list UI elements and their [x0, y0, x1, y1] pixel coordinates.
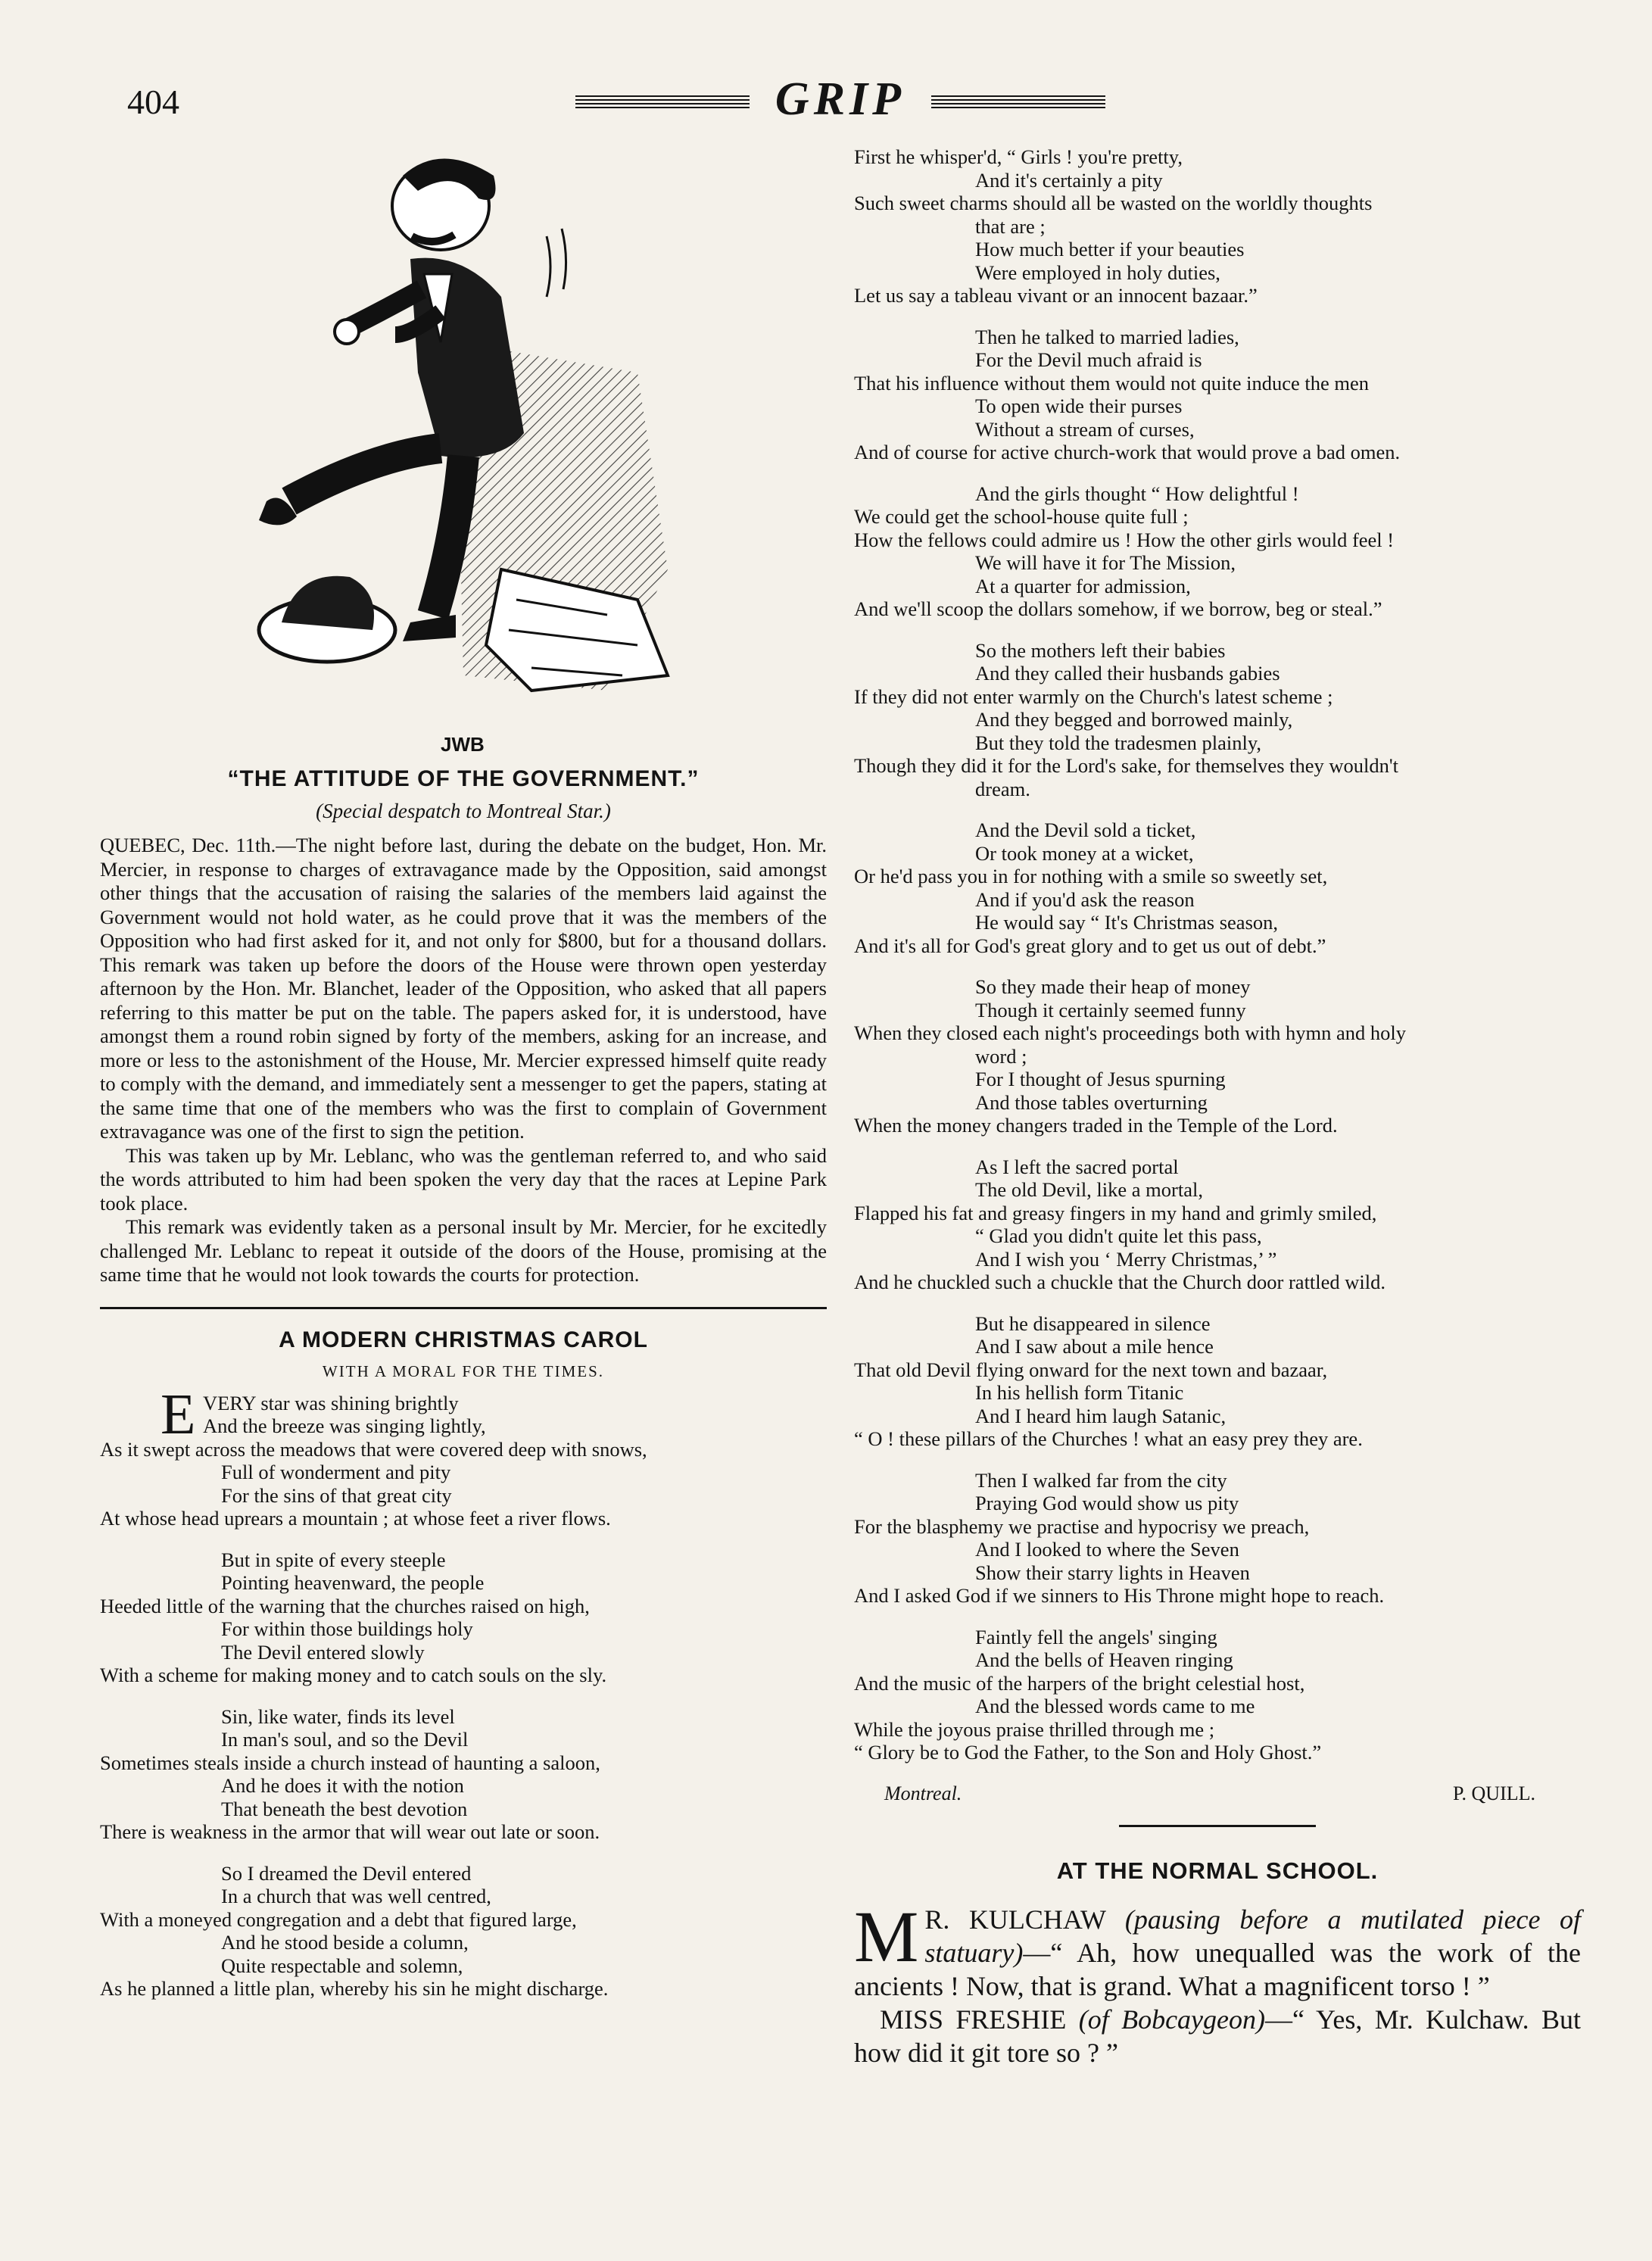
poem-line: Show their starry lights in Heaven: [975, 1561, 1250, 1584]
carol-stanzas-right: [854, 145, 1581, 1764]
stage-direction: (pausing before a mutilated piece of statuary): [924, 1904, 1582, 1968]
article-paragraph: QUEBEC, Dec. 11th.—The night before last, during the debate on the budget, Hon. Mr. Mercier, in response to charges of extravagance made by the Opposition, said amongst other things that the accusation of raising the salaries of the members laid against the Government would not hold water, as he could prove that it was the members of the Opposition who had first asked for it, and not only for $800, but for a thousand dollars. This remark was taken up before the doors of the House were thrown open yesterday afternoon by the Hon. Mr. Blanchet, leader of the Opposition, who asked that all papers referring to this matter be put on the table. The papers asked for, it is understood, have amongst them a round robin signed by forty of the members, asking for an increase, and more or less to the astonishment of the House, Mr. Mercier expressed himself quite ready to comply with the demand, and immediately sent a messenger to get the papers, stating at the same time that one of the members who was the first to complain of Government extravagance was one of the first to sign the petition.: [100, 834, 827, 1143]
poem-line: “ O ! these pillars of the Churches ! what an easy prey they are.: [854, 1427, 1363, 1450]
article-subtitle: (Special despatch to Montreal Star.): [316, 800, 611, 822]
normal-school-title: AT THE NORMAL SCHOOL.: [1056, 1857, 1379, 1884]
masthead: [575, 73, 1105, 127]
poem-stanza: [100, 1548, 827, 1687]
illustration-signature: JWB: [441, 733, 485, 756]
poem-line: And the bells of Heaven ringing: [975, 1648, 1233, 1671]
poem-stanza: [854, 639, 1581, 801]
poem-line: And the music of the harpers of the bright celestial host,: [854, 1671, 1305, 1695]
poem-line: Such sweet charms should all be wasted on the worldly thoughts: [854, 192, 1373, 214]
masthead-rule-left: [575, 95, 750, 111]
carol-signature: [854, 1782, 1581, 1805]
poem-line: And he chuckled such a chuckle that the Church door rattled wild.: [854, 1271, 1386, 1293]
poem-line: As he planned a little plan, whereby his sin he might discharge.: [100, 1977, 609, 2000]
poem-line: For the blasphemy we practise and hypocrisy we preach,: [854, 1514, 1310, 1538]
speaker-freshie: MISS FRESHIE: [880, 2004, 1067, 2035]
section-divider: [100, 1307, 827, 1309]
poem-line: But he disappeared in silence: [975, 1311, 1211, 1335]
poem-line: For I thought of Jesus spurning: [975, 1068, 1226, 1090]
poem-line: With a moneyed congregation and a debt that figured large,: [100, 1907, 577, 1931]
poem-line: And they begged and borrowed mainly,: [975, 708, 1293, 731]
poem-line: Or he'd pass you in for nothing with a smile so sweetly set,: [854, 865, 1328, 887]
poem-line: Were employed in holy duties,: [975, 260, 1220, 284]
poem-line: And the Devil sold a ticket,: [975, 819, 1196, 841]
poem-stanza: [854, 326, 1581, 464]
poem-line: Without a stream of curses,: [975, 417, 1195, 441]
cartoon-illustration: [100, 145, 827, 766]
poem-line: When they closed each night's proceedings both with hymn and holy: [854, 1021, 1406, 1044]
poem-line: That his influence without them would not quite induce the men: [854, 371, 1370, 395]
poem-line: In man's soul, and so the Devil: [221, 1728, 469, 1751]
stage-direction: (of Bobcaygeon): [1078, 2004, 1265, 2035]
poem-line: And I heard him laugh Satanic,: [975, 1404, 1227, 1427]
poem-stanza: [854, 819, 1581, 957]
poem-line: And those tables overturning: [975, 1090, 1208, 1114]
poem-line: First he whisper'd, “ Girls ! you're pretty,: [854, 145, 1183, 168]
poem-line: The old Devil, like a mortal,: [975, 1178, 1203, 1201]
poem-stanza: [100, 1382, 827, 1530]
poem-line: How much better if your beauties: [975, 238, 1245, 260]
poem-line: In a church that was well centred,: [221, 1885, 491, 1907]
cartoon-drawing: [214, 145, 713, 766]
right-column: [854, 145, 1581, 2069]
poem-stanza: [100, 1705, 827, 1844]
poem-line: And if you'd ask the reason: [975, 887, 1195, 911]
poem-line: For the Devil much afraid is: [975, 348, 1202, 371]
carol-dropcap: E: [161, 1382, 196, 1446]
poem-line: And he does it with the notion: [221, 1774, 464, 1797]
poem-line: While the joyous praise thrilled through me ;: [854, 1717, 1215, 1741]
poem-line: Heeded little of the warning that the churches raised on high,: [100, 1594, 590, 1617]
poem-line-text: VERY star was shining brightly: [203, 1391, 459, 1414]
poem-line: Flapped his fat and greasy fingers in my hand and grimly smiled,: [854, 1201, 1377, 1224]
section-divider: [1119, 1825, 1316, 1827]
poem-line: And the girls thought “ How delightful !: [975, 482, 1299, 505]
left-column: [100, 145, 827, 2019]
poem-line: And of course for active church-work that would prove a bad omen.: [854, 441, 1401, 463]
poem-line: Though it certainly seemed funny: [975, 998, 1246, 1021]
poem-line: Then he talked to married ladies,: [975, 325, 1239, 348]
poem-line: To open wide their purses: [975, 395, 1183, 417]
carol-author: P. QUILL.: [1452, 1782, 1535, 1804]
poem-line: Sin, like water, finds its level: [221, 1704, 455, 1728]
poem-line: The Devil entered slowly: [221, 1640, 425, 1664]
dialogue-text: —“ Ah, how unequalled was the work of the ancients ! Now, that is grand. What a magnificent torso ! ”: [854, 1937, 1581, 2001]
poem-line: In his hellish form Titanic: [975, 1381, 1184, 1404]
poem-line: As I left the sacred portal: [975, 1155, 1179, 1178]
article-paragraph: This was taken up by Mr. Leblanc, who was the gentleman referred to, and who said the words attributed to him had been spoken the very day that the races at Lepine Park took place.: [100, 1143, 827, 1215]
normal-school-paragraph-2: [854, 2003, 1581, 2069]
poem-line: He would say “ It's Christmas season,: [975, 911, 1279, 934]
poem-stanza: [854, 145, 1581, 307]
poem-line: Pointing heavenward, the people: [221, 1571, 485, 1594]
poem-line: That beneath the best devotion: [221, 1797, 468, 1820]
poem-line: And I asked God if we sinners to His Throne might hope to reach.: [854, 1584, 1385, 1607]
poem-line: that are ;: [975, 214, 1046, 238]
dialogue-text: —“ Yes, Mr. Kulchaw. But how did it git tore so ? ”: [854, 2004, 1582, 2068]
poem-line: So I dreamed the Devil entered: [221, 1861, 472, 1885]
poem-line: Praying God would show us pity: [975, 1492, 1239, 1514]
poem-line: Full of wonderment and pity: [221, 1461, 451, 1483]
article-title: “THE ATTITUDE OF THE GOVERNMENT.”: [227, 766, 700, 791]
poem-stanza: [854, 975, 1581, 1137]
page-number: 404: [127, 83, 179, 121]
poem-line: Let us say a tableau vivant or an innocent bazaar.”: [854, 284, 1258, 307]
poem-line: For the sins of that great city: [221, 1483, 452, 1507]
poem-line: We could get the school-house quite full ;: [854, 505, 1189, 528]
carol-subtitle: WITH A MORAL FOR THE TIMES.: [322, 1361, 605, 1380]
poem-line: “ Glad you didn't quite let this pass,: [975, 1224, 1262, 1247]
poem-line: And I wish you ‘ Merry Christmas,’ ”: [975, 1247, 1277, 1271]
poem-line: And it's all for God's great glory and to get us out of debt.”: [854, 934, 1326, 957]
poem-line: So the mothers left their babies: [975, 638, 1226, 662]
poem-stanza: [100, 1862, 827, 2001]
poem-line: And the blessed words came to me: [975, 1695, 1255, 1717]
speaker-kulchaw: R. KULCHAW: [924, 1904, 1106, 1935]
poem-line: With a scheme for making money and to catch souls on the sly.: [100, 1664, 607, 1686]
poem-line: How the fellows could admire us ! How the other girls would feel !: [854, 528, 1395, 551]
poem-line: And the breeze was singing lightly,: [203, 1414, 486, 1437]
normal-school-dropcap: M: [854, 1895, 919, 1977]
poem-line: We will have it for The Mission,: [975, 551, 1236, 574]
poem-line: So they made their heap of money: [975, 975, 1251, 998]
poem-stanza: [854, 1469, 1581, 1608]
poem-line: For within those buildings holy: [221, 1617, 473, 1640]
poem-stanza: [854, 1155, 1581, 1294]
poem-line: “ Glory be to God the Father, to the Son and Holy Ghost.”: [854, 1741, 1322, 1764]
poem-line: There is weakness in the armor that will wear out late or soon.: [100, 1820, 600, 1843]
poem-line: At whose head uprears a mountain ; at whose feet a river flows.: [100, 1507, 611, 1530]
poem-line: But they told the tradesmen plainly,: [975, 731, 1262, 754]
poem-line: If they did not enter warmly on the Church's latest scheme ;: [854, 685, 1333, 708]
poem-line: That old Devil flying onward for the next town and bazaar,: [854, 1358, 1328, 1381]
masthead-title: GRIP: [775, 73, 906, 125]
poem-line: Then I walked far from the city: [975, 1468, 1227, 1492]
poem-line: Sometimes steals inside a church instead of haunting a saloon,: [100, 1751, 600, 1774]
poem-line: And I looked to where the Seven: [975, 1538, 1239, 1561]
carol-place: Montreal.: [884, 1782, 962, 1804]
poem-line: Or took money at a wicket,: [975, 841, 1194, 865]
poem-line: dream.: [975, 777, 1030, 800]
poem-stanza: [854, 482, 1581, 621]
carol-stanzas-left: [100, 1382, 827, 2001]
poem-stanza: [854, 1312, 1581, 1451]
article-paragraph: This remark was evidently taken as a personal insult by Mr. Mercier, for he excitedly challenged Mr. Leblanc to repeat it outside of the doors of the House, promising at the same time that he would not look towards the courts for protection.: [100, 1215, 827, 1286]
poem-line: And I saw about a mile hence: [975, 1335, 1214, 1358]
carol-title: A MODERN CHRISTMAS CAROL: [279, 1327, 648, 1352]
poem-line: Faintly fell the angels' singing: [975, 1625, 1217, 1648]
poem-line: And it's certainly a pity: [975, 168, 1163, 192]
poem-stanza: [854, 1626, 1581, 1764]
poem-line: At a quarter for admission,: [975, 574, 1191, 597]
poem-line: And they called their husbands gabies: [975, 662, 1280, 685]
poem-line: And he stood beside a column,: [221, 1931, 469, 1954]
poem-line: When the money changers traded in the Temple of the Lord.: [854, 1114, 1338, 1137]
normal-school-paragraph-1: [854, 1895, 1582, 2003]
poem-line: As it swept across the meadows that were covered deep with snows,: [100, 1437, 647, 1461]
poem-line: Though they did it for the Lord's sake, for themselves they wouldn't: [854, 754, 1399, 777]
poem-line: And we'll scoop the dollars somehow, if we borrow, beg or steal.”: [854, 597, 1382, 620]
poem-line: But in spite of every steeple: [221, 1548, 446, 1571]
masthead-rule-right: [931, 95, 1105, 111]
poem-line: word ;: [975, 1044, 1027, 1068]
poem-line: Quite respectable and solemn,: [221, 1954, 463, 1977]
